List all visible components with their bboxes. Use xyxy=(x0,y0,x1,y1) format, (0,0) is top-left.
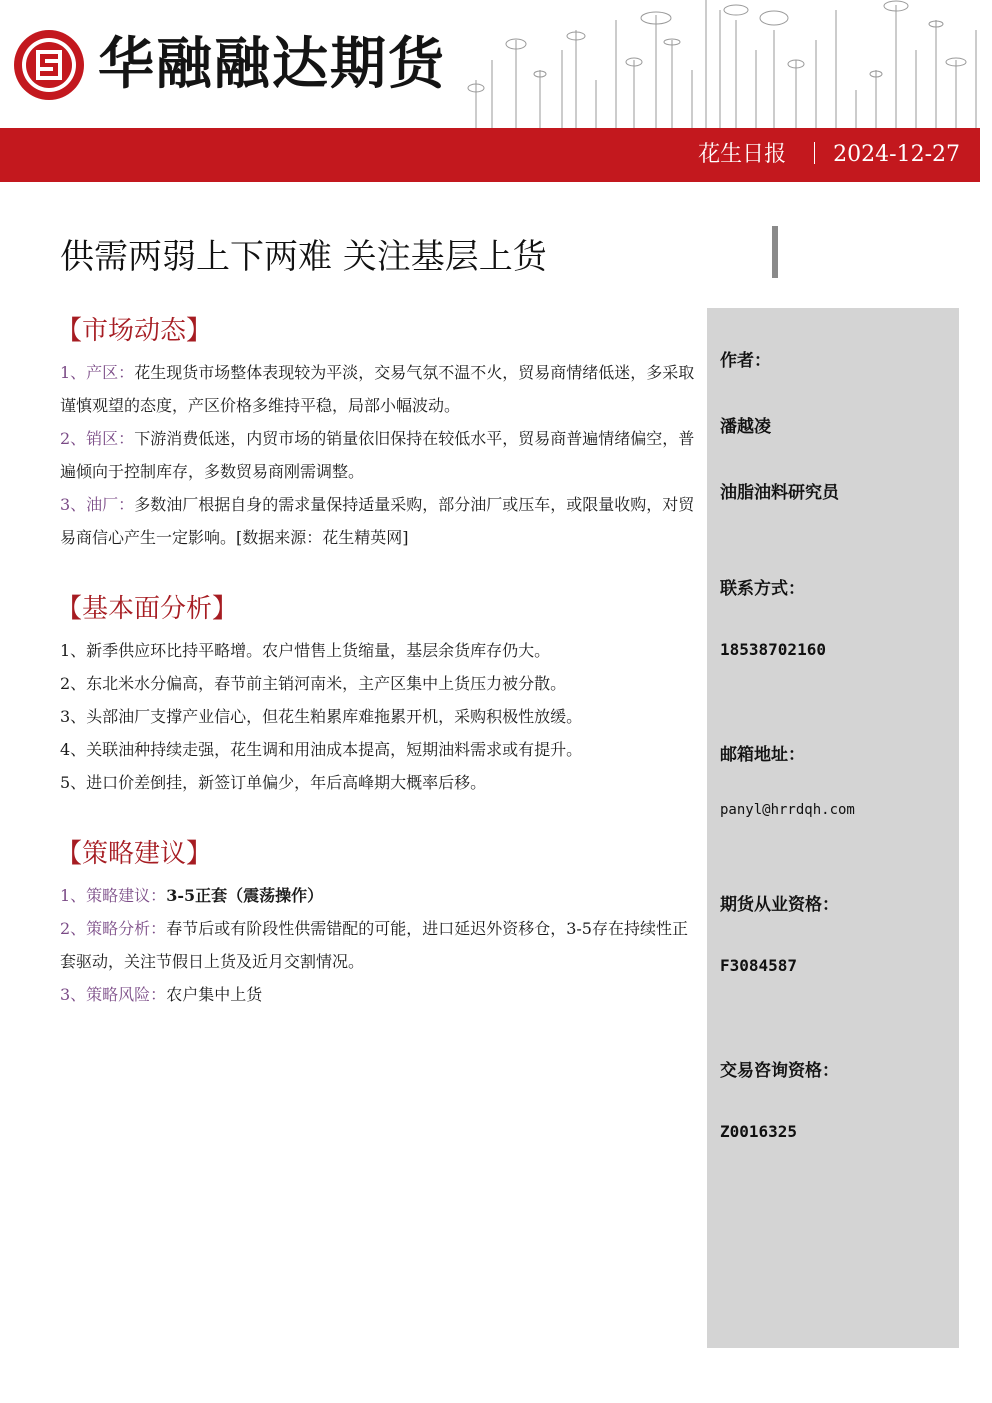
fundamental-item-3: 3、头部油厂支撑产业信心，但花生粕累库难拖累开机，采购积极性放缓。 xyxy=(60,707,583,726)
strategy-item-text: 3-5正套（震荡操作） xyxy=(166,886,324,905)
strategy-heading: 【策略建议】 xyxy=(56,839,213,869)
author-name: 潘越凌 xyxy=(720,417,771,437)
market-item-text: 多数油厂根据自身的需求量保持适量采购，部分油厂或压车，或限量收购，对贸易商信心产生一定影响。[数据来源：花生精英网] xyxy=(60,495,695,547)
market-item-text: 下游消费低迷，内贸市场的销量依旧保持在较低水平，贸易商普遍情绪偏空，普遍倾向于控制库存，多数贸易商刚需调整。 xyxy=(60,429,695,481)
strategy-item-text: 农户集中上货 xyxy=(166,985,263,1004)
author-sidebar xyxy=(707,308,959,1348)
strategy-item-label: 3、策略风险： xyxy=(60,985,167,1004)
strategy-item-3 xyxy=(60,978,700,1011)
futures-qualification-label: 期货从业资格： xyxy=(720,895,839,915)
author-title: 油脂油料研究员 xyxy=(720,483,839,503)
meta-divider xyxy=(814,142,815,164)
report-type: 花生日报 xyxy=(698,142,787,167)
company-name: 华融融达期货 xyxy=(98,32,446,97)
report-title: 供需两弱上下两难 关注基层上货 xyxy=(60,237,547,277)
strategy-item-label: 2、策略分析： xyxy=(60,919,167,938)
email-label: 邮箱地址： xyxy=(720,745,805,765)
report-meta xyxy=(698,128,960,182)
contact-label: 联系方式： xyxy=(720,579,805,599)
fundamental-item-1: 1、新季供应环比持平略增。农户惜售上货缩量，基层余货库存仍大。 xyxy=(60,641,551,660)
title-accent-bar xyxy=(772,226,778,278)
author-label: 作者： xyxy=(720,351,771,371)
header-bar xyxy=(0,128,980,182)
contact-value: 18538702160 xyxy=(720,640,826,659)
market-item-3 xyxy=(60,488,700,554)
market-heading: 【市场动态】 xyxy=(56,316,213,346)
futures-qualification-value: F3084587 xyxy=(720,956,798,975)
advisory-qualification-value: Z0016325 xyxy=(720,1122,798,1141)
market-item-label: 2、销区： xyxy=(60,429,135,448)
fundamental-heading: 【基本面分析】 xyxy=(56,594,239,624)
strategy-item-label: 1、策略建议： xyxy=(60,886,167,905)
decorative-pattern xyxy=(456,0,992,128)
report-date: 2024-12-27 xyxy=(833,142,960,167)
market-item-label: 1、产区： xyxy=(60,363,135,382)
advisory-qualification-label: 交易咨询资格： xyxy=(720,1061,839,1081)
market-item-text: 花生现货市场整体表现较为平淡，交易气氛不温不火，贸易商情绪低迷，多采取谨慎观望的态度，产区价格多维持平稳，局部小幅波动。 xyxy=(60,363,695,415)
main-content xyxy=(56,310,700,1011)
market-item-label: 3、油厂： xyxy=(60,495,135,514)
email-value[interactable]: panyl@hrrdqh.com xyxy=(720,802,855,818)
strategy-item-text: 春节后或有阶段性供需错配的可能，进口延迟外资移仓，3-5存在持续性正套驱动，关注节假日上货及近月交割情况。 xyxy=(60,919,688,971)
market-item-1 xyxy=(60,356,700,422)
company-logo-icon xyxy=(12,28,86,102)
strategy-item-1 xyxy=(60,879,700,912)
fundamental-item-5: 5、进口价差倒挂，新签订单偏少，年后高峰期大概率后移。 xyxy=(60,773,487,792)
section-spacer xyxy=(60,799,700,833)
strategy-item-2 xyxy=(60,912,700,978)
fundamental-item-2: 2、东北米水分偏高，春节前主销河南米，主产区集中上货压力被分散。 xyxy=(60,674,567,693)
fundamental-item-4: 4、关联油种持续走强，花生调和用油成本提高，短期油料需求或有提升。 xyxy=(60,740,583,759)
market-item-2 xyxy=(60,422,700,488)
section-spacer xyxy=(60,554,700,588)
